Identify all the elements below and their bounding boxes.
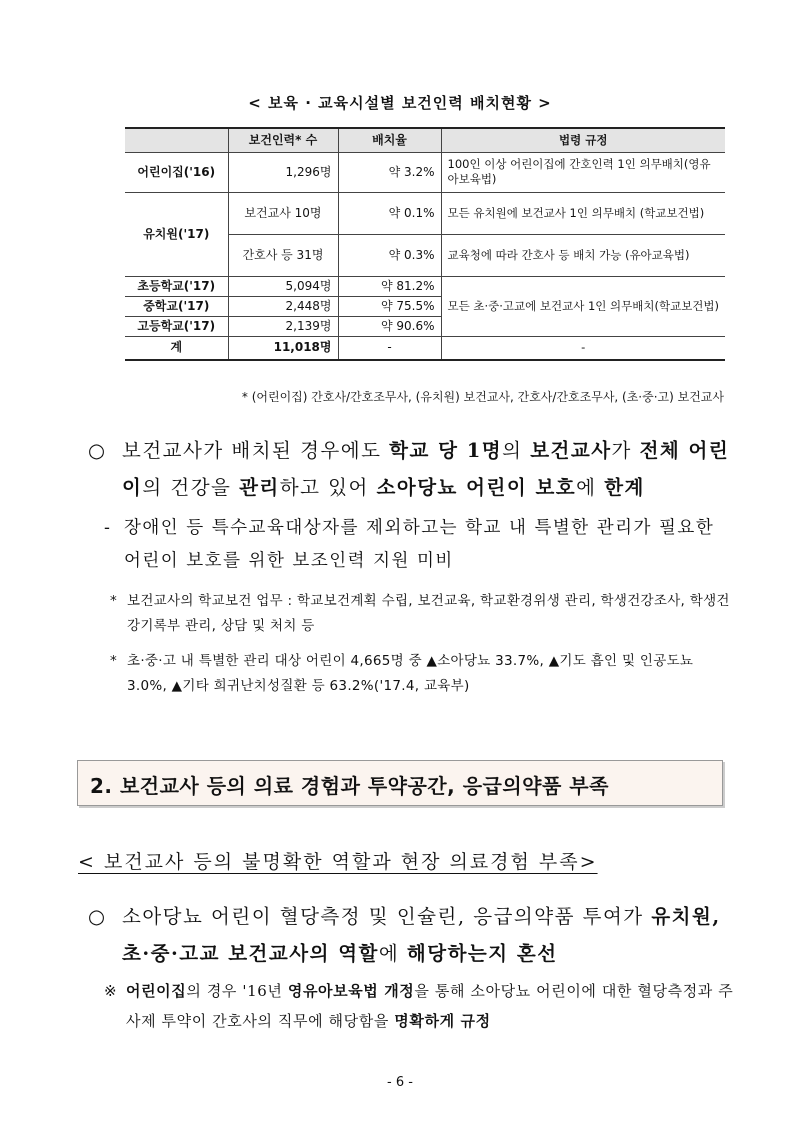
text: 의 건강을 [142, 476, 240, 499]
emphasis-text: 명확하게 규정 [394, 1012, 491, 1030]
law-cell: 교육청에 따라 간호사 등 배치 가능 (유아교육법) [441, 234, 725, 276]
note-paragraph [110, 649, 730, 699]
header-cell [125, 128, 228, 152]
note-text: 초·중·고 내 특별한 관리 대상 어린이 4,665명 중 ▲소아당뇨 33.7%, ▲기도 흡인 및 인공도뇨 3.0%, ▲기타 희귀난치성질환 등 63.2%('17.4, 교육부) [127, 653, 694, 694]
count-cell: 11,018명 [228, 336, 338, 360]
count-cell: 5,094명 [228, 276, 338, 296]
law-cell: 100인 이상 어린이집에 간호인력 1인 의무배치(영유아보육법) [441, 152, 725, 192]
count-cell: 1,296명 [228, 152, 338, 192]
row-label: 유치원('17) [125, 192, 228, 276]
note-paragraph [110, 589, 730, 639]
emphasis-text: 해당하는지 혼선 [406, 942, 558, 965]
count-cell: 간호사 등 31명 [228, 234, 338, 276]
text: 의 경우 '16년 [186, 982, 288, 1000]
emphasis-text: 학교 당 1명 [389, 439, 503, 462]
text: 가 [611, 439, 640, 462]
text: 소아당뇨 어린이 혈당측정 및 인슐린, 응급의약품 투여가 [122, 905, 652, 928]
bullet-mark: ○ [88, 905, 107, 928]
bullet-paragraph [88, 898, 733, 972]
table-row [125, 192, 725, 234]
header-cell: 법령 규정 [441, 128, 725, 152]
table-footnote: * (어린이집) 간호사/간호조무사, (유치원) 보건교사, 간호사/간호조무사, (초·중·고) 보건교사 [241, 390, 724, 404]
emphasis-text: 영유아보육법 개정 [287, 982, 415, 1000]
paragraph-text [104, 976, 734, 1036]
table-total-row [125, 336, 725, 360]
page-number: - 6 - [387, 1075, 413, 1090]
rate-cell: - [338, 336, 441, 360]
rate-cell: 약 90.6% [338, 316, 441, 336]
emphasis-text: 보건교사 [530, 439, 612, 462]
text: 을 통해 소아당뇨 어린이에 대한 혈당측정과 주사제 투약이 간호사의 직무에 해당함을 [126, 982, 734, 1030]
law-cell: - [441, 336, 725, 360]
dash-paragraph [104, 512, 732, 578]
note-text: 보건교사의 학교보건 업무 : 학교보건계획 수립, 보건교육, 학교환경위생 관리, 학생건강조사, 학생건강기록부 관리, 상담 및 처치 등 [127, 593, 730, 634]
rate-cell: 약 81.2% [338, 276, 441, 296]
count-cell: 2,139명 [228, 316, 338, 336]
row-label: 초등학교('17) [125, 276, 228, 296]
emphasis-text: 유치원, 초·중·고교 보건교사의 역할 [122, 905, 721, 965]
count-cell: 보건교사 10명 [228, 192, 338, 234]
staff-table [125, 127, 725, 361]
rate-cell: 약 75.5% [338, 296, 441, 316]
row-label: 어린이집('16) [125, 152, 228, 192]
text: 에 [378, 942, 407, 965]
text: 보건교사가 배치된 경우에도 [122, 439, 390, 462]
rate-cell: 약 0.3% [338, 234, 441, 276]
section-heading-box [77, 760, 723, 806]
table-header-row [125, 128, 725, 152]
table-row [125, 152, 725, 192]
emphasis-text: 소아당뇨 어린이 보호 [376, 476, 577, 499]
text: 의 [502, 439, 531, 462]
count-cell: 2,448명 [228, 296, 338, 316]
row-label: 중학교('17) [125, 296, 228, 316]
note-star: * [110, 593, 118, 609]
text: 에 [576, 476, 605, 499]
table-row [125, 276, 725, 296]
emphasis-text: 관리 [239, 476, 280, 499]
reference-mark: ※ [104, 982, 118, 1000]
bullet-mark: ○ [88, 439, 107, 462]
bullet-paragraph [88, 432, 733, 506]
paragraph-text [88, 898, 733, 972]
header-cell: 배치율 [338, 128, 441, 152]
rate-cell: 약 0.1% [338, 192, 441, 234]
subsection-title: < 보건교사 등의 불명확한 역할과 현장 의료경험 부족> [78, 851, 598, 873]
table-title: < 보육 · 교육시설별 보건인력 배치현황 > [248, 94, 552, 112]
emphasis-text: 전체 어린이 [122, 439, 730, 499]
emphasis-text: 어린이집 [126, 982, 187, 1000]
paragraph-text [88, 432, 733, 506]
reference-paragraph [104, 976, 734, 1036]
law-cell: 모든 유치원에 보건교사 1인 의무배치 (학교보건법) [441, 192, 725, 234]
row-label: 고등학교('17) [125, 316, 228, 336]
header-cell: 보건인력* 수 [228, 128, 338, 152]
paragraph-text: 장애인 등 특수교육대상자를 제외하고는 학교 내 특별한 관리가 필요한 어린이 보호를 위한 보조인력 지원 미비 [124, 518, 715, 571]
law-cell: 모든 초·중·고교에 보건교사 1인 의무배치(학교보건법) [441, 276, 725, 336]
rate-cell: 약 3.2% [338, 152, 441, 192]
emphasis-text: 한계 [604, 476, 645, 499]
text: 하고 있어 [279, 476, 377, 499]
note-star: * [110, 653, 118, 669]
row-label: 계 [125, 336, 228, 360]
section-title: 2. 보건교사 등의 의료 경험과 투약공간, 응급의약품 부족 [90, 774, 609, 798]
dash-mark: - [104, 518, 112, 538]
